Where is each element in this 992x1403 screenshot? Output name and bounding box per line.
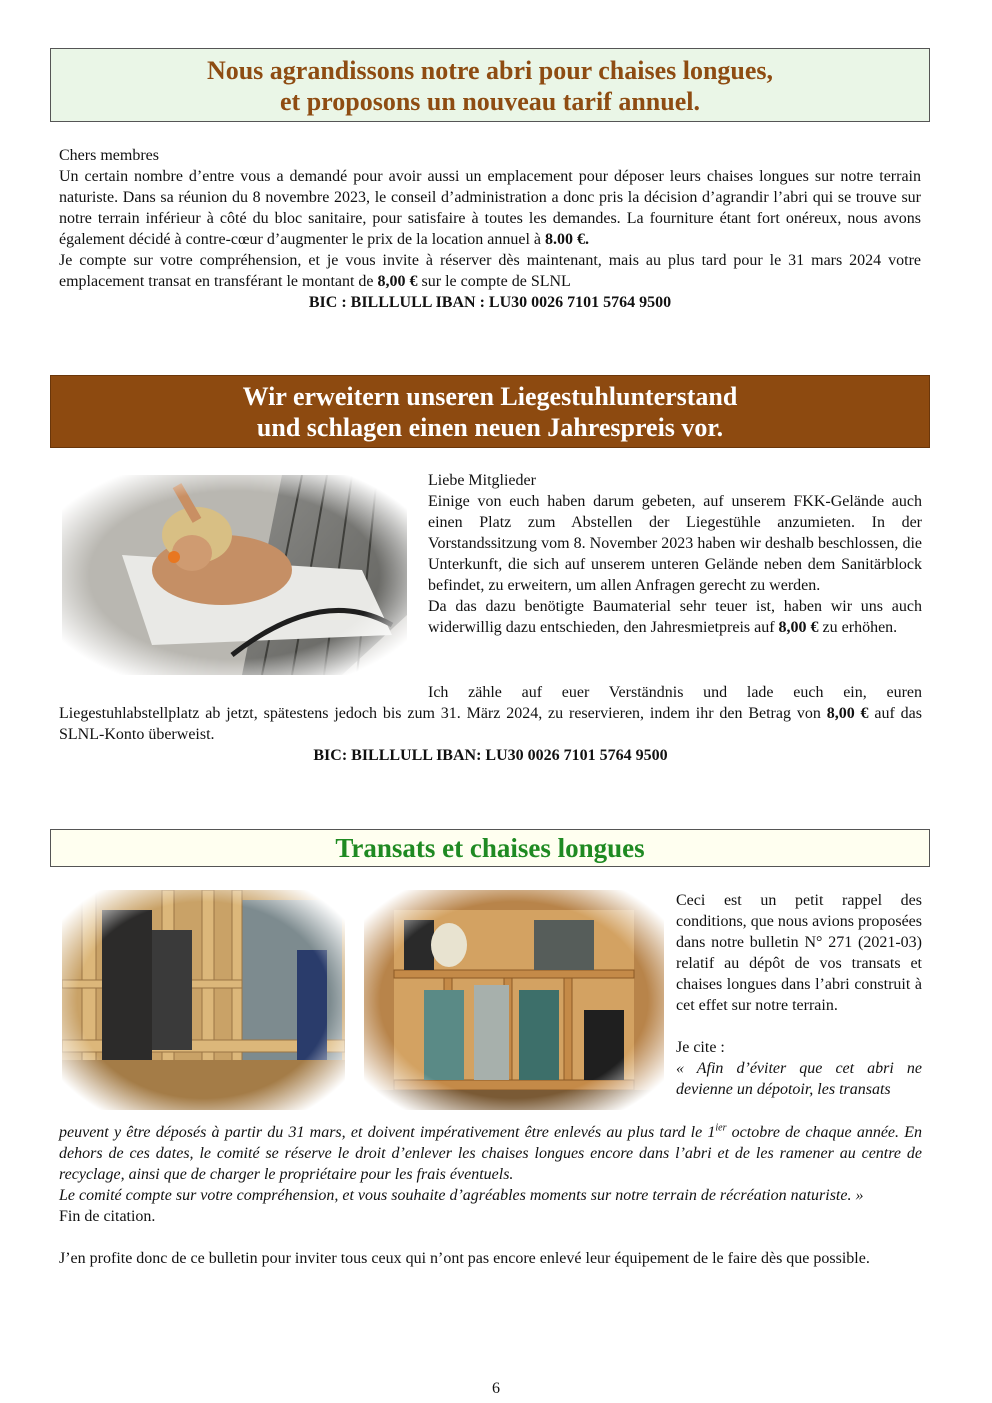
end-of-quote: Fin de citation. <box>59 1208 156 1225</box>
title-transats: Transats et chaises longues <box>335 833 645 863</box>
paragraph-de-3-first-line: Ich zähle auf euer Verständnis und lade euch ein, euren <box>428 684 922 701</box>
article-transats <box>676 890 922 1100</box>
banner-de <box>50 375 930 448</box>
title-de-line1: Wir erweitern unseren Liegestuhlunterstand <box>242 382 738 411</box>
page-number: 6 <box>492 1380 500 1397</box>
paragraph-fr-1-text: Un certain nombre d’entre vous a demandé pour avoir aussi un emplacement pour déposer leurs chaises longues sur notre terrain naturiste. Dans sa réunion du 8 novembre 2023, le conseil d’administration a donc pris la décision d’agrandir l’abri qui se trouve sur notre terrain inférieur à côté du bloc sanitaire, pour satisfaire à toutes les demandes. La fourniture étant fort onéreux, nous avons également décidé à contre-cœur d’augmenter le prix de la location annuel à <box>59 168 921 248</box>
title-fr-line1: Nous agrandissons notre abri pour chaises longues, <box>206 56 774 85</box>
article-de-continued <box>59 682 922 766</box>
quote-closing: Le comité compte sur votre compréhension, et vous souhaite d’agréables moments sur notre terrain de récréation naturiste. » <box>59 1187 864 1204</box>
spacer <box>59 1227 922 1248</box>
bank-details-fr: BIC : BILLLULL IBAN : LU30 0026 7101 5764 9500 <box>308 294 672 311</box>
closing-paragraph: J’en profite donc de ce bulletin pour inviter tous ceux qui n’ont pas encore enlevé leur équipement de le faire dès que possible. <box>59 1250 870 1267</box>
paragraph-fr-1 <box>59 166 921 250</box>
article-fr <box>59 145 921 313</box>
bank-details-de: BIC: BILLLULL IBAN: LU30 0026 7101 5764 9500 <box>313 747 668 764</box>
paragraph-de-1: Einige von euch haben darum gebeten, auf unserem FKK-Gelände auch einen Platz zum Abstellen der Liegestühle anzumieten. In der Vorstandssitzung vom 8. November 2023 haben wir deshalb beschlossen, die Unterkunft, die sich auf unserem unteren Gelände neben dem Sanitärblock befindet, zu erweitern, um allen Anfragen gerecht zu werden. <box>428 493 922 594</box>
paragraph-fr-2-text: Je compte sur votre compréhension, et je vous invite à réserver dès maintenant, mais au plus tard pour le 31 mars 2024 votre emplacement transat en transférant le montant de <box>59 252 921 290</box>
paragraph-transats-1: Ceci est un petit rappel des conditions, que nous avions proposées dans notre bulletin N° 271 (2021-03) relatif au dépôt de vos transats et chaises longues dans l’abri construit à cet effet sur notre terrain. <box>676 892 922 1014</box>
title-de-line2: und schlagen einen neuen Jahrespreis vor. <box>256 413 724 442</box>
paragraph-de-2-end: zu erhöhen. <box>818 619 898 636</box>
quote-body-end: octobre de chaque année. En dehors de ces dates, le comité se réserve le droit d’enlever les chaises longues encore dans l’abri et de les ramener au centre de recyclage, ainsi que de charger le propriétaire pour les frais éventuels. <box>59 1124 922 1183</box>
quote-body <box>59 1122 922 1185</box>
price-fr-2: 8,00 € <box>377 273 418 290</box>
paragraph-de-3-end: auf das SLNL-Konto überweist. <box>59 705 923 743</box>
quote-start: « Afin d’éviter que cet abri ne devienne un dépotoir, les transats <box>676 1060 922 1098</box>
title-fr-line2: et proposons un nouveau tarif annuel. <box>280 87 700 116</box>
paragraph-de-2 <box>428 596 922 638</box>
banner-transats <box>50 829 930 867</box>
article-de <box>428 470 922 638</box>
sunbather-photo <box>62 475 407 675</box>
quote-body-text: peuvent y être déposés à partir du 31 mars, et doivent impérativement être enlevés au plus tard le 1 <box>59 1124 716 1141</box>
banner-fr <box>50 48 930 122</box>
greeting-fr: Chers membres <box>59 147 159 164</box>
price-fr-1-end: . <box>585 231 589 248</box>
shelter-photo-left <box>62 890 345 1110</box>
quote-superscript: ier <box>715 1122 727 1134</box>
cite-intro: Je cite : <box>676 1039 725 1056</box>
price-de-2: 8,00 € <box>826 705 869 722</box>
price-fr-1: 8.00 € <box>545 231 585 248</box>
paragraph-de-2-text: Da das dazu benötigte Baumaterial sehr teuer ist, haben wir uns auch widerwillig dazu entschieden, den Jahresmietpreis auf <box>428 598 922 636</box>
article-transats-continued <box>59 1122 922 1269</box>
greeting-de: Liebe Mitglieder <box>428 472 536 489</box>
paragraph-de-3 <box>59 682 922 745</box>
paragraph-fr-2-end: sur le compte de SLNL <box>417 273 571 290</box>
price-de-1: 8,00 € <box>778 619 819 636</box>
spacer <box>676 1016 922 1037</box>
paragraph-fr-2 <box>59 250 921 292</box>
paragraph-de-3-text: Liegestuhlabstellplatz ab jetzt, spätestens jedoch bis zum 31. März 2024, zu reservieren, indem ihr den Betrag von <box>59 705 827 722</box>
shelter-photo-right <box>364 890 664 1110</box>
